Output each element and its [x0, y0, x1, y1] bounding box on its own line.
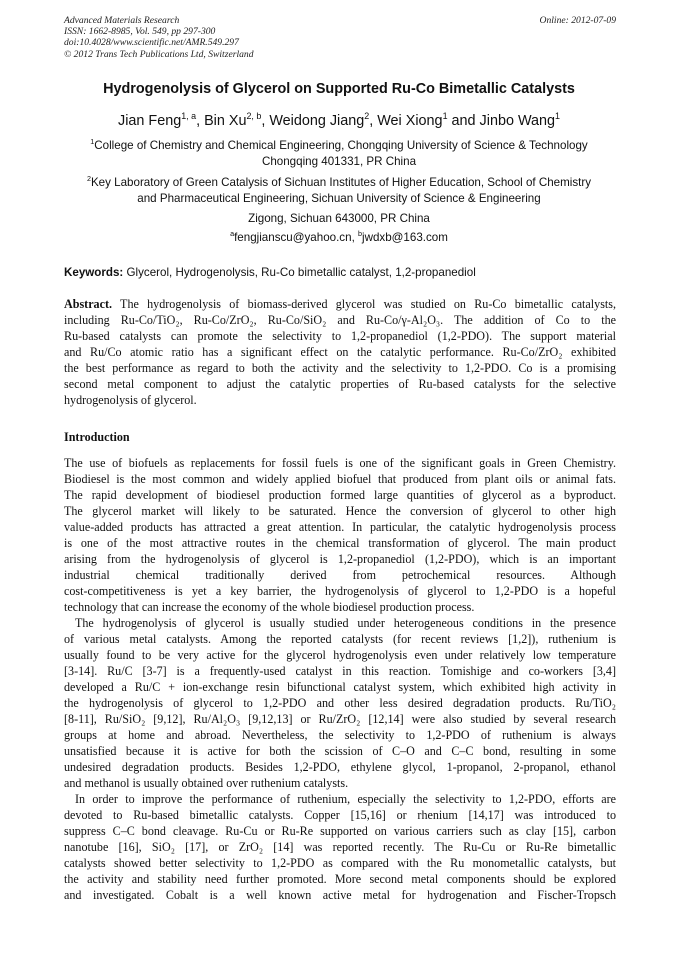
affiliation-1 — [58, 138, 620, 169]
author-separator: , — [369, 113, 378, 129]
author-name: Weidong Jiang — [269, 113, 365, 129]
author-affil-mark: 1 — [555, 111, 560, 122]
intro-line: technology that can increase the economy of the whole biodiesel production process. — [64, 600, 475, 614]
intro-line: suppress C–C bond cleavage. Ru-Cu or Ru-Re supported on various carriers such as clay [15], carbon — [64, 824, 616, 838]
intro-line: and investigated. Cobalt is a well known active metal for hydrogenation and Fischer-Tropsch — [64, 888, 616, 902]
email-mark: b — [358, 229, 363, 239]
intro-line: Biodiesel is the most common and widely applied biofuel that produced from plant oils or animal fats. — [64, 472, 616, 486]
intro-line: industrial chemical traditionally derived from petrochemical resources. Although — [64, 568, 616, 582]
intro-line: catalysts showed better selectivity to 1,2-PDO as compared with the Ru monometallic catalysts, but — [64, 856, 616, 870]
author-list — [40, 113, 638, 129]
intro-line: value-added products has attracted a great attention. In particular, the catalytic hydrogenolysis process — [64, 520, 616, 534]
abstract-line: including Ru-Co/TiO₂, Ru-Co/ZrO₂, Ru-Co/SiO₂ and Ru-Co/γ-Al₂O₃. The addition of Co to the — [64, 313, 616, 327]
intro-line: undesired degradation products. Besides 1,2-PDO, ethylene glycol, 1-propanol, 2-propanol, ethanol — [64, 760, 616, 774]
affiliation-text: College of Chemistry and Chemical Engineering, Chongqing University of Science & Technology — [94, 139, 588, 152]
email-link[interactable]: fengjianscu@yahoo.cn — [234, 231, 352, 244]
abstract-line: the best performance as regard to both the activity and the selectivity to 1,2-PDO. Co is a promising — [64, 361, 616, 375]
email-separator: , — [351, 231, 359, 244]
intro-line: usually found to be very active for the glycerol hydrogenolysis even under relatively low temperature — [64, 648, 616, 662]
journal-header — [64, 15, 616, 60]
intro-line: The hydrogenolysis of glycerol is usually studied under heterogeneous conditions in the presence — [75, 616, 616, 630]
intro-line: devoted to Ru-based bimetallic catalysts. Copper [15,16] or rhenium [14,17] was introduced to — [64, 808, 616, 822]
affiliation-text: Chongqing 401331, PR China — [261, 154, 417, 168]
paper-title: Hydrogenolysis of Glycerol on Supported Ru-Co Bimetallic Catalysts — [103, 81, 575, 97]
author-name: Jian Feng — [118, 113, 182, 129]
author-name: Wei Xiong — [377, 113, 443, 129]
section-heading-introduction: Introduction — [64, 430, 130, 444]
email-mark: a — [230, 229, 235, 239]
affiliation-2 — [58, 175, 620, 206]
author-separator: , — [196, 113, 205, 129]
abstract — [64, 296, 616, 408]
intro-line: The use of biofuels as replacements for fossil fuels is one of the significant goals in Green Chemistry. — [64, 456, 616, 470]
affiliation-mark: 1 — [90, 137, 95, 147]
author-separator: , — [261, 113, 270, 129]
journal-name: Advanced Materials Research — [64, 15, 180, 26]
intro-line: arising from the hydrogenolysis of glycerol is 1,2-propanediol (1,2-PDO), which is an important — [64, 552, 616, 566]
intro-line: groups at home and abroad. Nevertheless, the selectivity to 1,2-PDO of ruthenium is always — [64, 728, 616, 742]
intro-line: of various metal catalysts. Among the reported catalysts (for recent reviews [1,2]), ruthenium is — [64, 632, 616, 646]
keywords-text: Glycerol, Hydrogenolysis, Ru-Co bimetallic catalyst, 1,2-propanediol — [126, 266, 476, 279]
author-affil-mark: 1, a — [181, 111, 197, 122]
author-affil-mark: 2 — [364, 111, 370, 122]
intro-line: the activity and stability need further promoted. More second metal components should be explored — [64, 872, 616, 886]
doi-line: doi:10.4028/www.scientific.net/AMR.549.297 — [64, 37, 239, 49]
author-separator: and — [447, 113, 480, 129]
author-affil-mark: 1 — [442, 111, 448, 122]
abstract-line: hydrogenolysis of glycerol. — [64, 393, 197, 407]
email-link[interactable]: jwdxb@163.com — [362, 231, 448, 244]
intro-line: the hydrogenolysis of glycerol to 1,2-PDO and other less desired degradation products. Ru/TiO₂ — [64, 696, 616, 710]
email-line — [58, 231, 620, 244]
abstract-line: Ru-based catalysts can promote the selectivity to 1,2-propanediol (1,2-PDO). The support material — [64, 329, 616, 343]
intro-line: [8-11], Ru/SiO₂ [9,12], Ru/Al₂O₃ [9,12,13] or Ru/ZrO₂ [12,14] were also studied by several research — [64, 712, 616, 726]
intro-line: [3-14]. Ru/C [3-7] is a frequently-used catalyst in this reaction. Tomishige and co-workers [3,4] — [64, 664, 616, 678]
author-name: Jinbo Wang — [479, 113, 556, 129]
issn-line: ISSN: 1662-8985, Vol. 549, pp 297-300 — [64, 26, 216, 38]
online-date: Online: 2012-07-09 — [539, 15, 616, 26]
intro-line: is one of the most attractive routes in the chemical transformation of glycerol. The main product — [64, 536, 616, 550]
abstract-line — [64, 296, 616, 312]
affiliation-2-address: Zigong, Sichuan 643000, PR China — [248, 212, 430, 225]
affiliation-text: and Pharmaceutical Engineering, Sichuan University of Science & Engineering — [137, 191, 541, 205]
intro-line: The glycerol market will likely to be saturated. Hence the conversion of glycerol to other high — [64, 504, 616, 518]
abstract-label: Abstract. — [64, 297, 113, 311]
affiliation-mark: 2 — [86, 174, 91, 184]
abstract-line-text: The hydrogenolysis of biomass-derived glycerol was studied on Ru-Co bimetallic catalysts, — [112, 297, 616, 311]
introduction-body — [64, 455, 616, 903]
intro-line: nanotube [16], SiO₂ [17], or ZrO₂ [14] was reported recently. The Ru-Cu or Ru-Re bimetallic — [64, 840, 616, 854]
intro-line: The rapid development of biodiesel production formed large quantities of glycerol as a byproduct. — [64, 488, 616, 502]
keywords — [64, 266, 616, 279]
intro-line: In order to improve the performance of ruthenium, especially the selectivity to 1,2-PDO, efforts are — [75, 792, 616, 806]
intro-line: developed a Ru/C + ion-exchange resin bifunctional catalyst system, which exhibited high activity in — [64, 680, 616, 694]
intro-line: unsatisfied because it is active for both the scission of C–O and C–C bond, resulting in some — [64, 744, 616, 758]
keywords-label: Keywords: — [64, 266, 124, 279]
abstract-line: and Ru/Co atomic ratio has a significant effect on the catalytic performance. Ru-Co/ZrO₂ exhibited — [64, 345, 616, 359]
intro-line: cost-competitiveness is yet a key barrier, the hydrogenolysis of glycerol to 1,2-PDO is a hopeful — [64, 584, 616, 598]
abstract-line: second metal component to adjust the catalytic properties of Ru-based catalysts for the selective — [64, 377, 616, 391]
copyright-line: © 2012 Trans Tech Publications Ltd, Switzerland — [64, 48, 254, 60]
intro-line: and methanol is usually obtained over ruthenium catalysts. — [64, 776, 349, 790]
affiliation-text: Key Laboratory of Green Catalysis of Sichuan Institutes of Higher Education, School of Chemistry — [90, 176, 592, 189]
author-name: Bin Xu — [204, 113, 247, 129]
author-affil-mark: 2, b — [246, 111, 262, 122]
